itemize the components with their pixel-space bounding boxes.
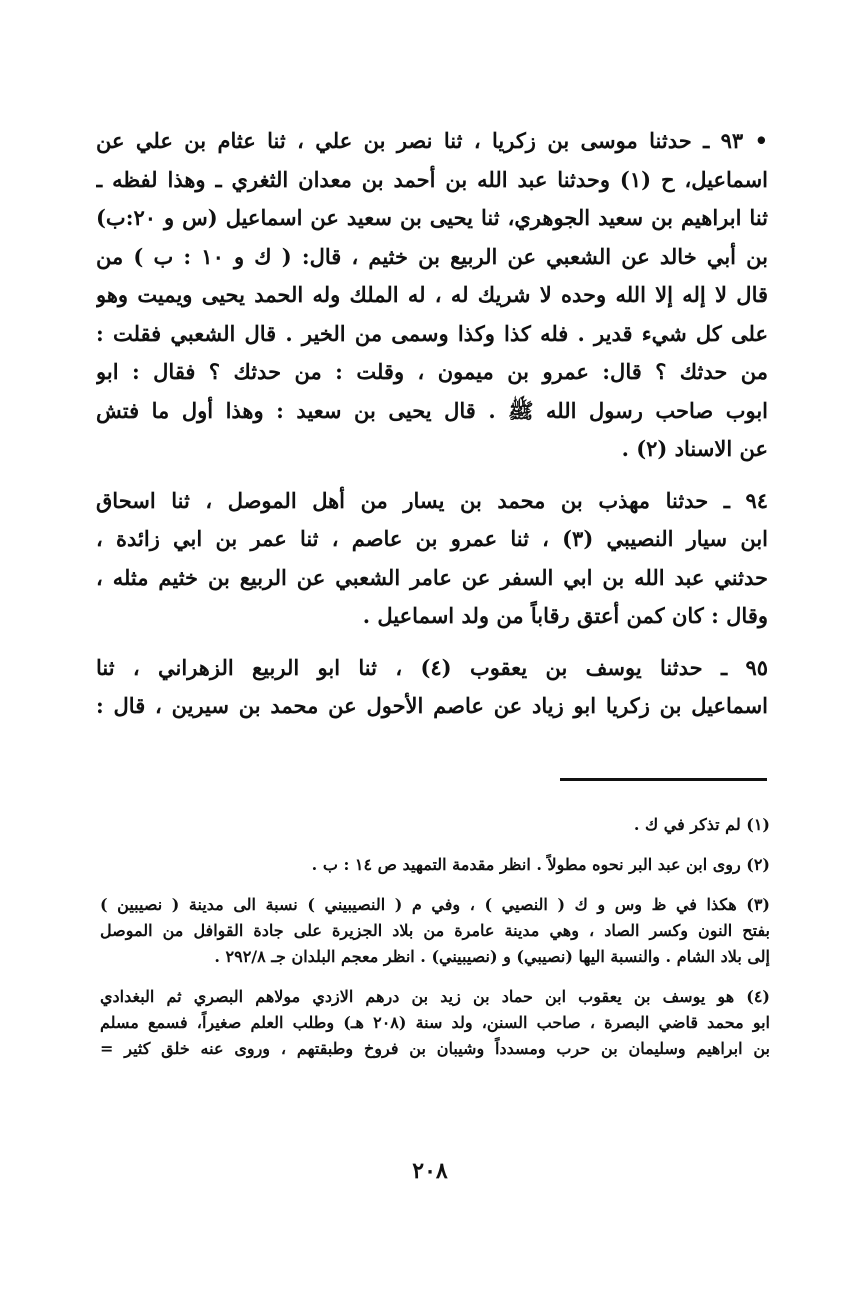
footnote-2 bbox=[100, 852, 770, 878]
paragraph-hadith-94 bbox=[96, 482, 768, 636]
text-line: ابن سيار النصيبي (٣) ، ثنا عمرو بن عاصم ، ثنا عمر بن ابي زائدة ، bbox=[96, 526, 768, 551]
text-line: حدثني عبد الله بن ابي السفر عن عامر الشعبي عن الربيع بن خثيم مثله ، bbox=[96, 564, 768, 590]
footnote-line: (٤) هو يوسف بن يعقوب ابن حماد بن زيد بن درهم الازدي مولاهم البصري ثم البغدادي bbox=[100, 987, 770, 1006]
footnote-line: بن ابراهيم وسليمان بن حرب ومسدداً وشيبان بن فروخ وطبقتهم ، وروى عنه خلق كثير = bbox=[100, 1039, 770, 1058]
text-line: ثنا ابراهيم بن سعيد الجوهري، ثنا يحيى بن سعيد عن اسماعيل (س و ٢٠:ب) bbox=[96, 205, 768, 230]
text-line: ابوب صاحب رسول الله ﷺ . قال يحيى بن سعيد : وهذا أول ما فتش bbox=[96, 397, 768, 423]
footnote-4 bbox=[100, 984, 770, 1062]
footnotes bbox=[100, 812, 770, 1062]
footnote-line: إلى بلاد الشام . والنسبة اليها (نصيبي) و (نصيبيني) . انظر معجم البلدان جـ ٢٩٢/٨ . bbox=[214, 947, 770, 966]
footnote-line: ابو محمد قاضي البصرة ، صاحب السنن، ولد سنة (٢٠٨ هـ) وطلب العلم صغيراً، فسمع مسلم bbox=[100, 1013, 770, 1032]
text-line: وقال : كان كمن أعتق رقاباً من ولد اسماعيل . bbox=[362, 603, 768, 628]
paragraph-hadith-95 bbox=[96, 649, 768, 726]
footnote-1 bbox=[100, 812, 770, 838]
text-line: من حدثك ؟ قال: عمرو بن ميمون ، وقلت : من حدثك ؟ فقال : ابو bbox=[96, 359, 768, 384]
text-line: بن أبي خالد عن الشعبي عن الربيع بن خثيم ، قال: ( ك و ١٠ : ب ) من bbox=[96, 243, 768, 269]
text-line: على كل شيء قدير . فله كذا وكذا وسمى من الخير . قال الشعبي فقلت : bbox=[96, 320, 768, 346]
text-line: عن الاسناد (٢) . bbox=[621, 436, 768, 461]
footnote-line: (٣) هكذا في ظ وس و ك ( النصيي ) ، وفي م ( النصيبيني ) نسبة الى مدينة ( نصيبين ) bbox=[100, 895, 770, 914]
footnote-line: بفتح النون وكسر الصاد ، وهي مدينة عامرة من بلاد الجزيرة على جادة القوافل من الموصل bbox=[100, 921, 770, 940]
page-number: ٢٠٨ bbox=[412, 1158, 448, 1184]
text-line: قال لا إله إلا الله وحده لا شريك له ، له الملك وله الحمد يحيى ويميت وهو bbox=[96, 282, 768, 307]
text-line: اسماعيل، ح (١) وحدثنا عبد الله بن أحمد بن معدان الثغري ـ وهذا لفظه ـ bbox=[96, 166, 768, 192]
footnote-3 bbox=[100, 892, 770, 970]
footnote-divider bbox=[560, 778, 767, 781]
main-text bbox=[96, 122, 768, 726]
text-line: اسماعيل بن زكريا ابو زياد عن عاصم الأحول عن محمد بن سيرين ، قال : bbox=[96, 693, 768, 718]
footnote-line: (٢) روى ابن عبد البر نحوه مطولاً . انظر مقدمة التمهيد ص ١٤ : ب . bbox=[311, 855, 770, 874]
text-line: • ٩٣ ـ حدثنا موسى بن زكريا ، ثنا نصر بن علي ، ثنا عثام بن علي عن bbox=[96, 128, 768, 153]
paragraph-hadith-93 bbox=[96, 122, 768, 469]
footnote-line: (١) لم تذكر في ك . bbox=[633, 815, 770, 834]
text-line: ٩٥ ـ حدثنا يوسف بن يعقوب (٤) ، ثنا ابو الربيع الزهراني ، ثنا bbox=[96, 654, 768, 680]
text-line: ٩٤ ـ حدثنا مهذب بن محمد بن يسار من أهل الموصل ، ثنا اسحاق bbox=[96, 487, 768, 513]
